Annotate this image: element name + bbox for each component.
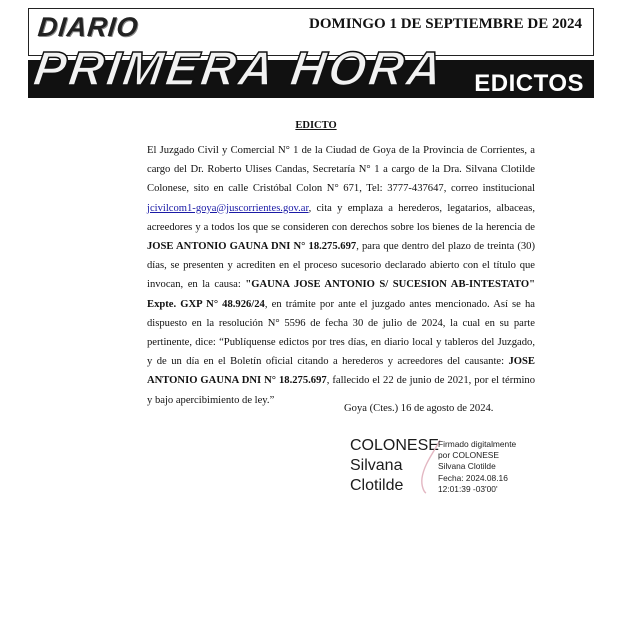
masthead — [28, 8, 594, 98]
signer-name-line: Clotilde — [350, 477, 404, 494]
place-and-date: Goya (Ctes.) 16 de agosto de 2024. — [344, 403, 494, 414]
edict-text: El Juzgado Civil y Comercial N° 1 de la Ciudad de Goya de la Provincia de Corrientes, a cargo del Dr. Roberto Ulises Candas, Secretaría N° 1 a cargo de la Dra. Silvana Clotilde Colonese, sito en calle Cristóbal Colon N° 671, Tel: 3777-437647, correo institucional — [147, 145, 535, 195]
signature-detail-line: Silvana Clotilde — [438, 461, 496, 472]
edict-text: , cita y emplaza a herederos, legatarios, albaceas, acreedores y a todos los que se consideren con derechos sobre los bienes de la herencia de — [147, 202, 535, 233]
logo-primera-hora: PRIMERA HORA — [30, 43, 449, 96]
signature-detail-line: Firmado digitalmente — [438, 439, 517, 449]
edict-text: , fallecido el 22 de junio de 2021, por el término y bajo apercibimiento de ley.” — [147, 375, 535, 406]
signer-name-line: Silvana — [350, 457, 403, 474]
deceased-name: JOSE ANTONIO GAUNA DNI N° 18.275.697 — [147, 241, 357, 253]
digital-signature — [350, 436, 550, 500]
signer-name-line: COLONESE — [350, 437, 439, 454]
logo-diario: DIARIO — [36, 12, 141, 42]
email-link[interactable]: jcivilcom1-goya@juscorrientes.gov.ar — [147, 202, 309, 214]
deceased-name: JOSE ANTONIO GAUNA DNI N° 18.275.697 — [147, 356, 535, 387]
case-title: "GAUNA JOSE ANTONIO S/ SUCESION AB-INTESTATO" Expte. GXP N° 48.926/24 — [147, 279, 535, 310]
edict-text: , en trámite por ante el juzgado antes mencionado. Así se ha dispuesto en la resolución N° 5596 de fecha 30 de julio de 2024, la cual en su parte pertinente, dice: “Publíquense edictos por tres días, en diario local y tableros del Juzgado, y de un día en el Boletín oficial citando a herederos y acreedores del causante: — [147, 298, 535, 368]
edict-body — [147, 141, 535, 410]
signature-detail-line: Fecha: 2024.08.16 — [438, 472, 508, 483]
edict-title: EDICTO — [295, 120, 337, 131]
signature-detail-line: por COLONESE — [438, 450, 499, 461]
signature-details — [438, 439, 516, 495]
signature-detail-line: 12:01:39 -03'00' — [438, 483, 498, 494]
edict-text: , para que dentro del plazo de treinta (30) días, se presenten y acrediten en el proceso sucesorio declarado abierto con el título que invocan, en la causa: — [147, 241, 536, 291]
publication-date: DOMINGO 1 DE SEPTIEMBRE DE 2024 — [309, 16, 582, 32]
section-label: EDICTOS — [474, 70, 584, 97]
